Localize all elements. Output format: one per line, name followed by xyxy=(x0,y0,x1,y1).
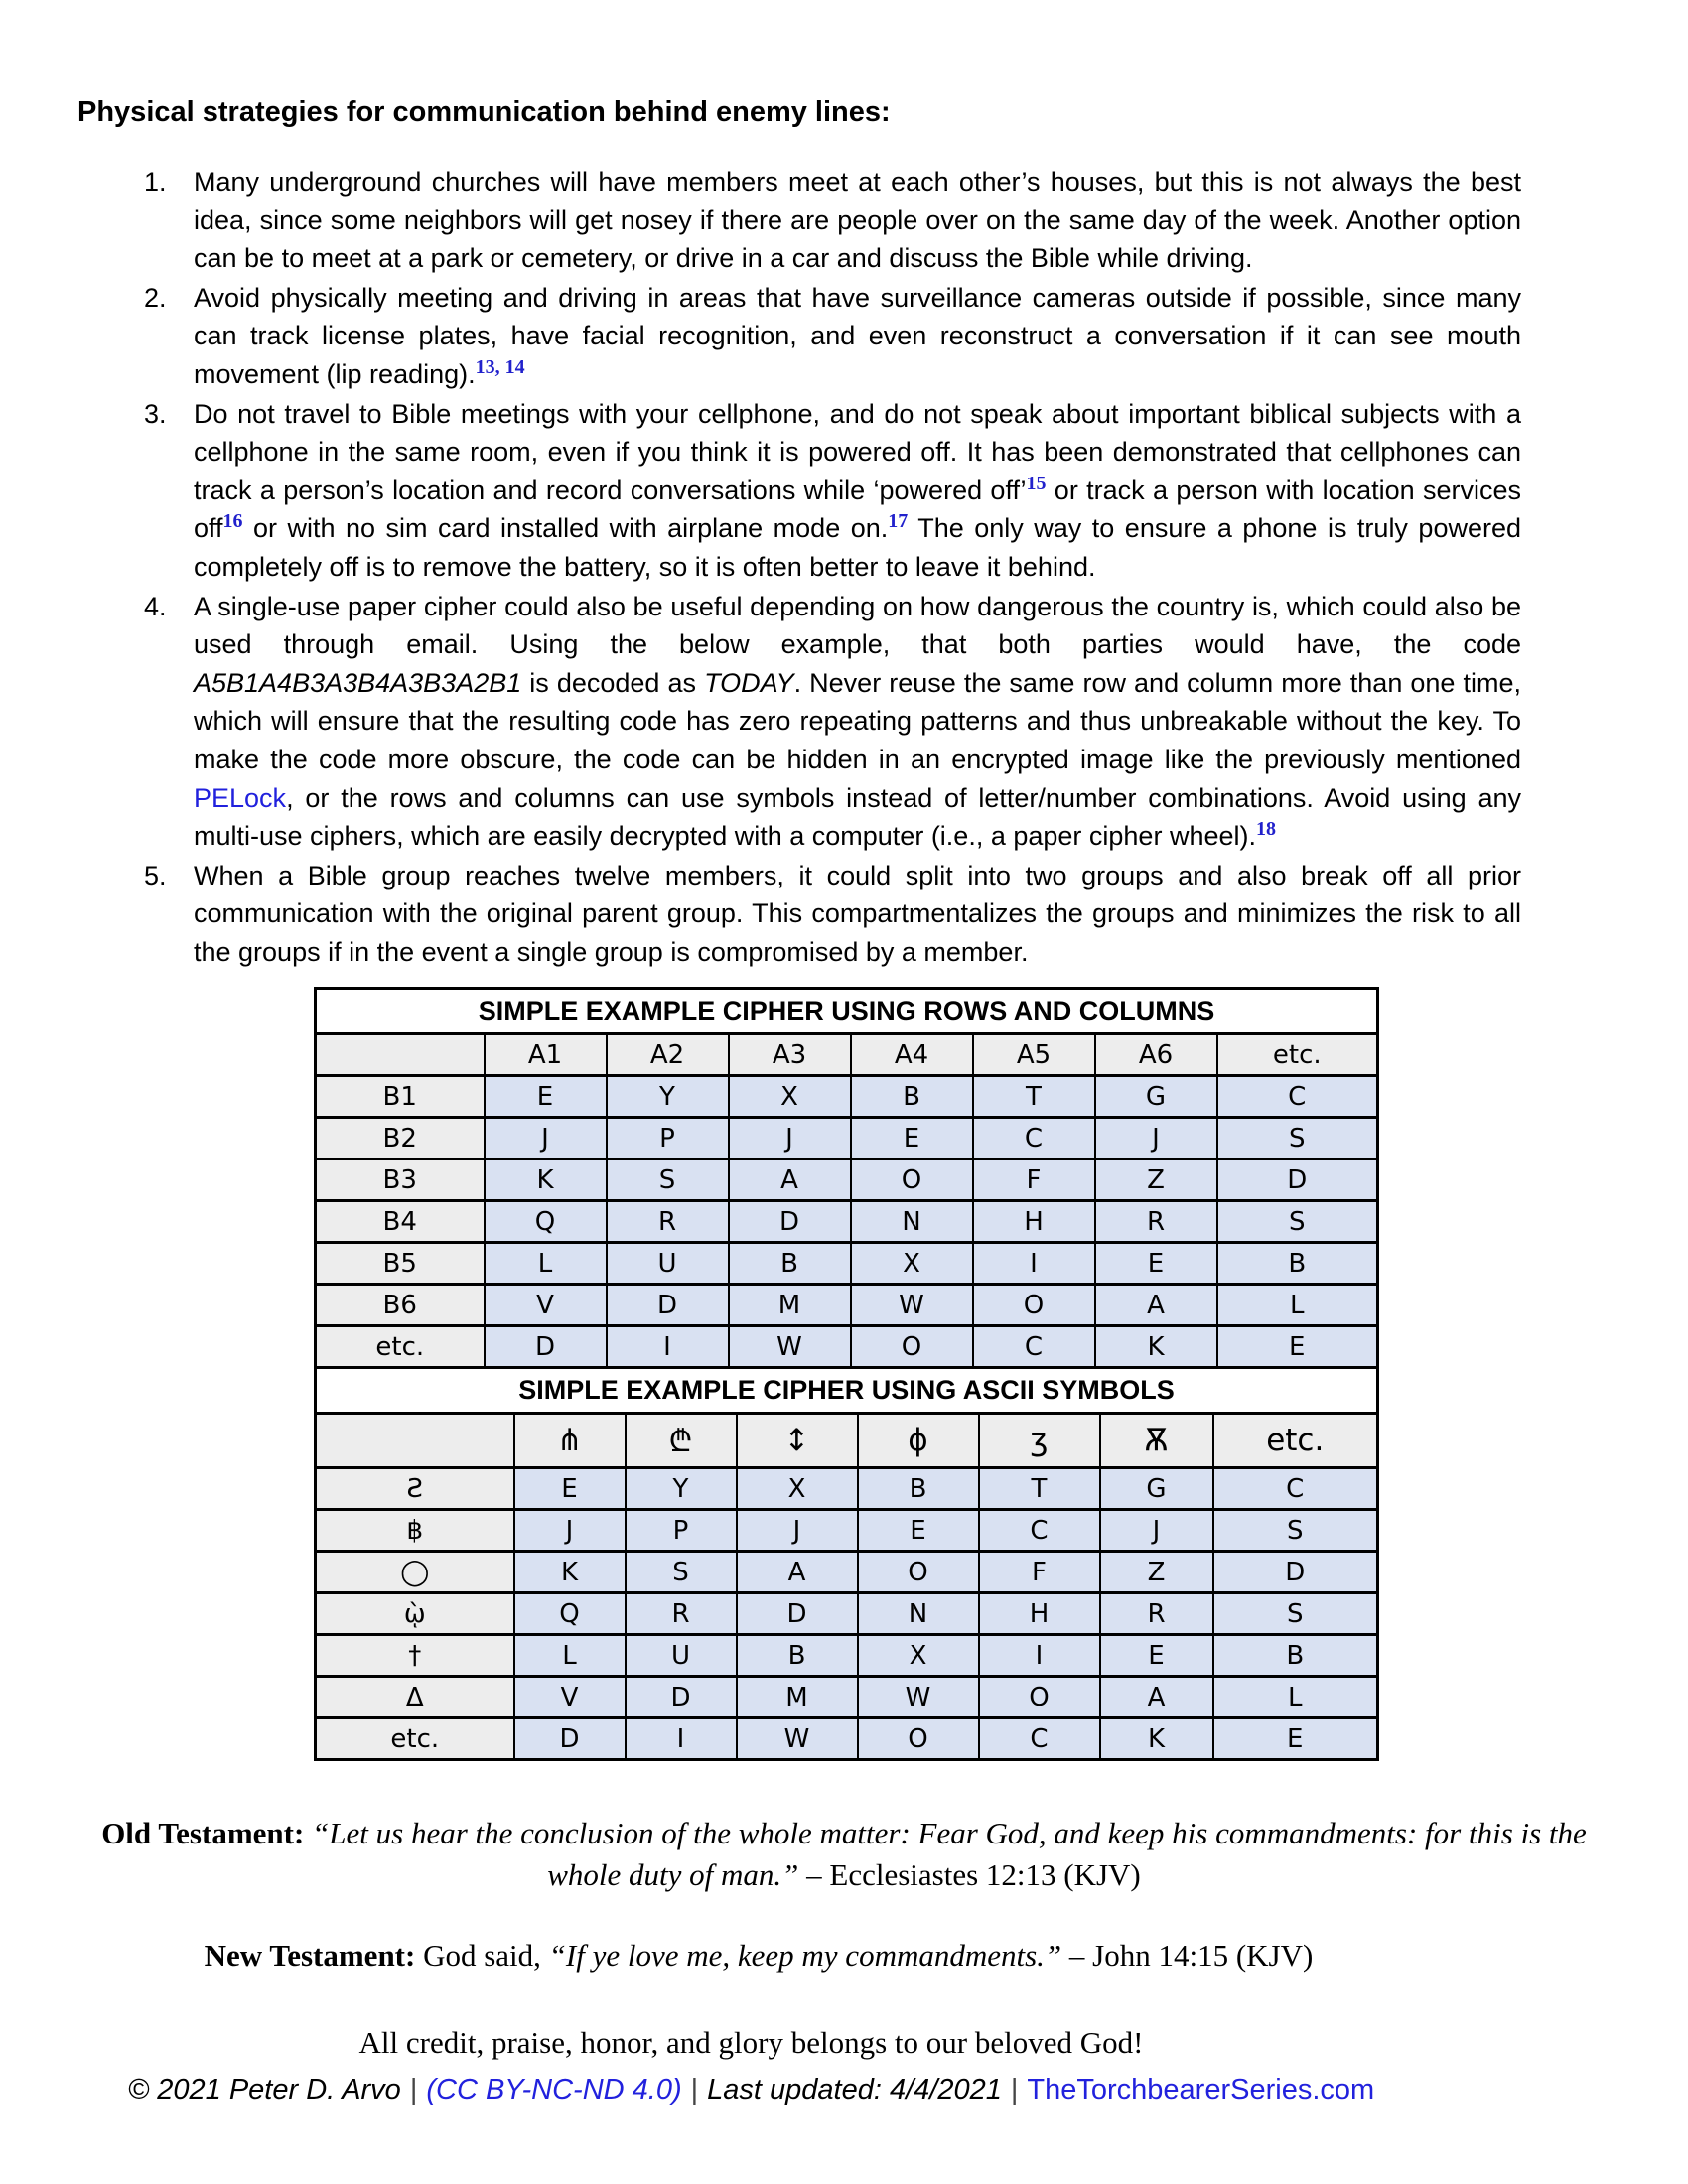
column-header: A6 xyxy=(1095,1034,1217,1076)
row-header: ฿ xyxy=(316,1510,514,1552)
cipher-cell: Z xyxy=(1095,1160,1217,1201)
table-header-row xyxy=(316,1034,1378,1076)
cipher-cell: B xyxy=(858,1468,979,1510)
cipher-cell: J xyxy=(737,1510,858,1552)
cipher-cell: R xyxy=(626,1593,737,1635)
new-testament-text: “If ye love me, keep my commandments.” xyxy=(548,1938,1062,1974)
footnote-ref[interactable]: 15 xyxy=(1026,472,1047,494)
cipher-cell: M xyxy=(729,1285,851,1326)
cipher-row xyxy=(316,1593,1378,1635)
list-item-number: 1. xyxy=(144,167,167,197)
cipher-cell: V xyxy=(514,1677,626,1718)
cipher-cell: U xyxy=(626,1635,737,1677)
cipher-cell: R xyxy=(1095,1201,1217,1243)
cipher-row xyxy=(316,1243,1378,1285)
page-title: Physical strategies for communication behind enemy lines: xyxy=(77,96,891,128)
footnote-ref[interactable]: 13, 14 xyxy=(475,355,525,378)
separator: | xyxy=(690,2074,699,2107)
row-header: † xyxy=(316,1635,514,1677)
body-text: When a Bible group reaches twelve members, it could split into two groups and also break off all prior communication with the original parent group. This compartmentalizes the groups and minimizes the risk to all the groups if in the event a single group is compromised by a member. xyxy=(194,860,1521,967)
row-header: etc. xyxy=(316,1326,485,1368)
list-item xyxy=(77,588,1521,856)
cipher-cell: C xyxy=(1213,1468,1378,1510)
cipher-cell: N xyxy=(858,1593,979,1635)
cipher-cell: C xyxy=(979,1510,1100,1552)
list-item-text xyxy=(194,395,1521,587)
body-text: Do not travel to Bible meetings with your cellphone, and do not speak about important biblical subjects with a cellphone in the same room, even if you think it is powered off. It has been demonstrated that cellphones can track a person’s location and record conversations while ‘powered off’ xyxy=(194,398,1521,505)
cipher-row xyxy=(316,1076,1378,1118)
cipher-cell: A xyxy=(1100,1677,1213,1718)
footnote-ref[interactable]: 18 xyxy=(1255,818,1276,841)
body-text: The only way to ensure a phone is truly powered completely off is to remove the battery, so it is often better to leave it behind. xyxy=(194,513,1521,582)
new-testament-intro: God said, xyxy=(423,1938,541,1974)
row-header: Δ xyxy=(316,1677,514,1718)
cipher-cell: G xyxy=(1100,1468,1213,1510)
cipher-cell: O xyxy=(973,1285,1095,1326)
new-testament-label: New Testament: xyxy=(204,1938,416,1974)
list-item-text xyxy=(194,857,1521,972)
cipher-cell: T xyxy=(973,1076,1095,1118)
cipher-cell: X xyxy=(851,1243,973,1285)
italic-text: TODAY xyxy=(704,667,794,698)
list-item-number: 4. xyxy=(144,591,167,621)
list-item xyxy=(77,857,1521,972)
body-text: Many underground churches will have members meet at each other’s houses, but this is not always the best idea, since some neighbors will get nosey if there are people over on the same day of the week. Another option can be to meet at a park or cemetery, or drive in a car and discuss the Bible while driving. xyxy=(194,167,1521,274)
cipher-cell: I xyxy=(626,1718,737,1760)
cipher-row xyxy=(316,1510,1378,1552)
list-item-number: 3. xyxy=(144,398,167,429)
credit-line: All credit, praise, honor, and glory belongs to our beloved God! xyxy=(358,2025,1144,2061)
license-link[interactable]: (CC BY-NC-ND 4.0) xyxy=(426,2074,682,2107)
pelock-link[interactable]: PELock xyxy=(194,782,287,813)
cipher-row xyxy=(316,1326,1378,1368)
cipher-cell: K xyxy=(1100,1718,1213,1760)
cipher-cell: S xyxy=(626,1552,737,1593)
website-link[interactable]: TheTorchbearerSeries.com xyxy=(1027,2074,1375,2107)
cipher-cell: C xyxy=(973,1326,1095,1368)
footnote-ref[interactable]: 17 xyxy=(888,510,909,533)
cipher-cell: A xyxy=(729,1160,851,1201)
strategy-list xyxy=(77,163,1521,971)
cipher-cell: X xyxy=(729,1076,851,1118)
cipher-cell: E xyxy=(514,1468,626,1510)
cipher-cell: E xyxy=(485,1076,607,1118)
body-text: . Never reuse the same row and column more than one time, which will ensure that the resulting code has zero repeating patterns and thus unbreakable without the key. To make the code more obscure, the code can be hidden in an encrypted image like the previously mentioned xyxy=(194,667,1521,774)
italic-text: A5B1A4B3A3B4A3B3A2B1 xyxy=(194,667,522,698)
cipher-cell: H xyxy=(979,1593,1100,1635)
cipher-cell: D xyxy=(626,1677,737,1718)
body-text: A single-use paper cipher could also be useful depending on how dangerous the country is, which could also be used through email. Using the below example, that both parties would have, the code xyxy=(194,591,1521,660)
cipher-cell: C xyxy=(973,1118,1095,1160)
column-symbol-header xyxy=(316,1414,514,1468)
row-header: etc. xyxy=(316,1718,514,1760)
new-testament-reference: – John 14:15 (KJV) xyxy=(1068,1938,1314,1974)
body-text: or track a person with location services off xyxy=(194,475,1522,544)
column-symbol-header: ↕ xyxy=(737,1414,858,1468)
column-header: A3 xyxy=(729,1034,851,1076)
cipher-cell: X xyxy=(858,1635,979,1677)
cipher-cell: D xyxy=(729,1201,851,1243)
last-updated-text: Last updated: 4/4/2021 xyxy=(707,2074,1002,2107)
cipher-row xyxy=(316,1118,1378,1160)
list-item-text xyxy=(194,279,1521,394)
cipher-cell: D xyxy=(1217,1160,1378,1201)
cipher-cell: D xyxy=(485,1326,607,1368)
footnote-ref[interactable]: 16 xyxy=(222,510,243,533)
cipher-cell: O xyxy=(979,1677,1100,1718)
cipher-cell: M xyxy=(737,1677,858,1718)
row-header: B6 xyxy=(316,1285,485,1326)
cipher-cell: F xyxy=(973,1160,1095,1201)
column-header: etc. xyxy=(1217,1034,1378,1076)
cipher-cell: O xyxy=(858,1552,979,1593)
cipher-row xyxy=(316,1285,1378,1326)
old-testament-quote xyxy=(84,1813,1604,1896)
cipher-cell: L xyxy=(514,1635,626,1677)
table-header-row xyxy=(316,1414,1378,1468)
cipher-cell: L xyxy=(1213,1677,1378,1718)
cipher-cell: S xyxy=(607,1160,729,1201)
cipher-cell: Q xyxy=(514,1593,626,1635)
row-header: B5 xyxy=(316,1243,485,1285)
new-testament-quote xyxy=(77,1936,1440,1976)
cipher-row xyxy=(316,1677,1378,1718)
cipher-cell: C xyxy=(979,1718,1100,1760)
row-header: B2 xyxy=(316,1118,485,1160)
cipher-cell: T xyxy=(979,1468,1100,1510)
row-header: B1 xyxy=(316,1076,485,1118)
cipher-cell: G xyxy=(1095,1076,1217,1118)
copyright-text: © 2021 Peter D. Arvo xyxy=(127,2074,401,2107)
cipher-cell: Y xyxy=(626,1468,737,1510)
cipher-row xyxy=(316,1160,1378,1201)
column-symbol-header: ʒ xyxy=(979,1414,1100,1468)
cipher-cell: I xyxy=(979,1635,1100,1677)
cipher-cell: S xyxy=(1217,1201,1378,1243)
separator: | xyxy=(409,2074,418,2107)
list-item-number: 2. xyxy=(144,282,167,313)
cipher-cell: B xyxy=(729,1243,851,1285)
list-item-text xyxy=(194,163,1521,278)
cipher-cell: D xyxy=(737,1593,858,1635)
cipher-cell: U xyxy=(607,1243,729,1285)
column-symbol-header: etc. xyxy=(1213,1414,1378,1468)
cipher-cell: I xyxy=(973,1243,1095,1285)
cipher-cell: S xyxy=(1217,1118,1378,1160)
column-symbol-header: ⋔ xyxy=(514,1414,626,1468)
row-header: ῲ xyxy=(316,1593,514,1635)
cipher-cell: W xyxy=(858,1677,979,1718)
row-header: B4 xyxy=(316,1201,485,1243)
cipher-cell: K xyxy=(514,1552,626,1593)
cipher-cell: Z xyxy=(1100,1552,1213,1593)
cipher-cell: L xyxy=(485,1243,607,1285)
cipher-cell: B xyxy=(737,1635,858,1677)
cipher-cell: C xyxy=(1217,1076,1378,1118)
cipher-cell: E xyxy=(851,1118,973,1160)
cipher-cell: K xyxy=(485,1160,607,1201)
body-text: is decoded as xyxy=(521,667,705,698)
cipher-cell: R xyxy=(1100,1593,1213,1635)
cipher-cell: J xyxy=(514,1510,626,1552)
cipher-cell: N xyxy=(851,1201,973,1243)
list-item xyxy=(77,395,1521,587)
cipher-cell: E xyxy=(1213,1718,1378,1760)
table-title: SIMPLE EXAMPLE CIPHER USING ASCII SYMBOLS xyxy=(316,1368,1378,1414)
cipher-cell: R xyxy=(607,1201,729,1243)
cipher-cell: W xyxy=(729,1326,851,1368)
cipher-cell: O xyxy=(858,1718,979,1760)
cipher-cell: J xyxy=(485,1118,607,1160)
list-item xyxy=(77,163,1521,278)
cipher-cell: E xyxy=(1095,1243,1217,1285)
scripture-quotes xyxy=(0,1813,1688,1976)
list-item-number: 5. xyxy=(144,860,167,890)
cipher-row xyxy=(316,1468,1378,1510)
cipher-cell: S xyxy=(1213,1510,1378,1552)
cipher-cell: E xyxy=(858,1510,979,1552)
column-symbol-header: ₾ xyxy=(626,1414,737,1468)
cipher-cell: B xyxy=(1217,1243,1378,1285)
table-title-row xyxy=(316,1368,1378,1414)
column-symbol-header: Ѫ xyxy=(1100,1414,1213,1468)
cipher-cell: A xyxy=(737,1552,858,1593)
body-text: , or the rows and columns can use symbols instead of letter/number combinations. Avoid using any multi-use ciphers, which are easily decrypted with a computer (i.e., a paper cipher wheel). xyxy=(194,782,1521,852)
cipher-cell: D xyxy=(1213,1552,1378,1593)
cipher-cell: A xyxy=(1095,1285,1217,1326)
table-title: SIMPLE EXAMPLE CIPHER USING ROWS AND COLUMNS xyxy=(316,989,1378,1034)
cipher-row xyxy=(316,1635,1378,1677)
cipher-cell: P xyxy=(626,1510,737,1552)
cipher-cell: B xyxy=(851,1076,973,1118)
cipher-cell: D xyxy=(607,1285,729,1326)
cipher-row xyxy=(316,1201,1378,1243)
cipher-row xyxy=(316,1718,1378,1760)
cipher-cell: W xyxy=(737,1718,858,1760)
body-text: or with no sim card installed with airplane mode on. xyxy=(242,513,889,544)
cipher-cell: O xyxy=(851,1326,973,1368)
cipher-cell: S xyxy=(1213,1593,1378,1635)
cipher-cell: E xyxy=(1217,1326,1378,1368)
row-header: ◯ xyxy=(316,1552,514,1593)
column-header: A1 xyxy=(485,1034,607,1076)
column-header: A2 xyxy=(607,1034,729,1076)
body-text: Avoid physically meeting and driving in areas that have surveillance cameras outside if possible, since many can track license plates, have facial recognition, and even reconstruct a conversation if it can see mouth movement (lip reading). xyxy=(194,282,1521,389)
row-header: Ƨ xyxy=(316,1468,514,1510)
cipher-cell: J xyxy=(1100,1510,1213,1552)
old-testament-text: “Let us hear the conclusion of the whole matter: Fear God, and keep his commandments: for this is the whole duty of man.” xyxy=(312,1816,1587,1893)
cipher-cell: V xyxy=(485,1285,607,1326)
cipher-tables xyxy=(314,987,1688,1761)
cipher-cell: O xyxy=(851,1160,973,1201)
old-testament-reference: – Ecclesiastes 12:13 (KJV) xyxy=(806,1857,1141,1893)
cipher-cell: D xyxy=(514,1718,626,1760)
cipher-cell: X xyxy=(737,1468,858,1510)
column-symbol-header: ϕ xyxy=(858,1414,979,1468)
cipher-cell: I xyxy=(607,1326,729,1368)
cipher-cell: B xyxy=(1213,1635,1378,1677)
cipher-cell: K xyxy=(1095,1326,1217,1368)
cipher-row xyxy=(316,1552,1378,1593)
cipher-cell: J xyxy=(1095,1118,1217,1160)
column-header: A5 xyxy=(973,1034,1095,1076)
row-header: B3 xyxy=(316,1160,485,1201)
cipher-cell: L xyxy=(1217,1285,1378,1326)
cipher-cell: E xyxy=(1100,1635,1213,1677)
cipher-cell: Y xyxy=(607,1076,729,1118)
cipher-table xyxy=(314,987,1379,1369)
cipher-cell: W xyxy=(851,1285,973,1326)
page-footer xyxy=(77,2023,1425,2109)
column-header: A4 xyxy=(851,1034,973,1076)
table-title-row xyxy=(316,989,1378,1034)
column-header xyxy=(316,1034,485,1076)
cipher-cell: H xyxy=(973,1201,1095,1243)
cipher-cell: Q xyxy=(485,1201,607,1243)
copyright-line xyxy=(77,2071,1425,2109)
cipher-table xyxy=(314,1366,1379,1761)
cipher-cell: P xyxy=(607,1118,729,1160)
list-item-text xyxy=(194,588,1521,856)
separator: | xyxy=(1010,2074,1019,2107)
list-item xyxy=(77,279,1521,394)
cipher-cell: F xyxy=(979,1552,1100,1593)
cipher-cell: J xyxy=(729,1118,851,1160)
old-testament-label: Old Testament: xyxy=(101,1816,305,1851)
